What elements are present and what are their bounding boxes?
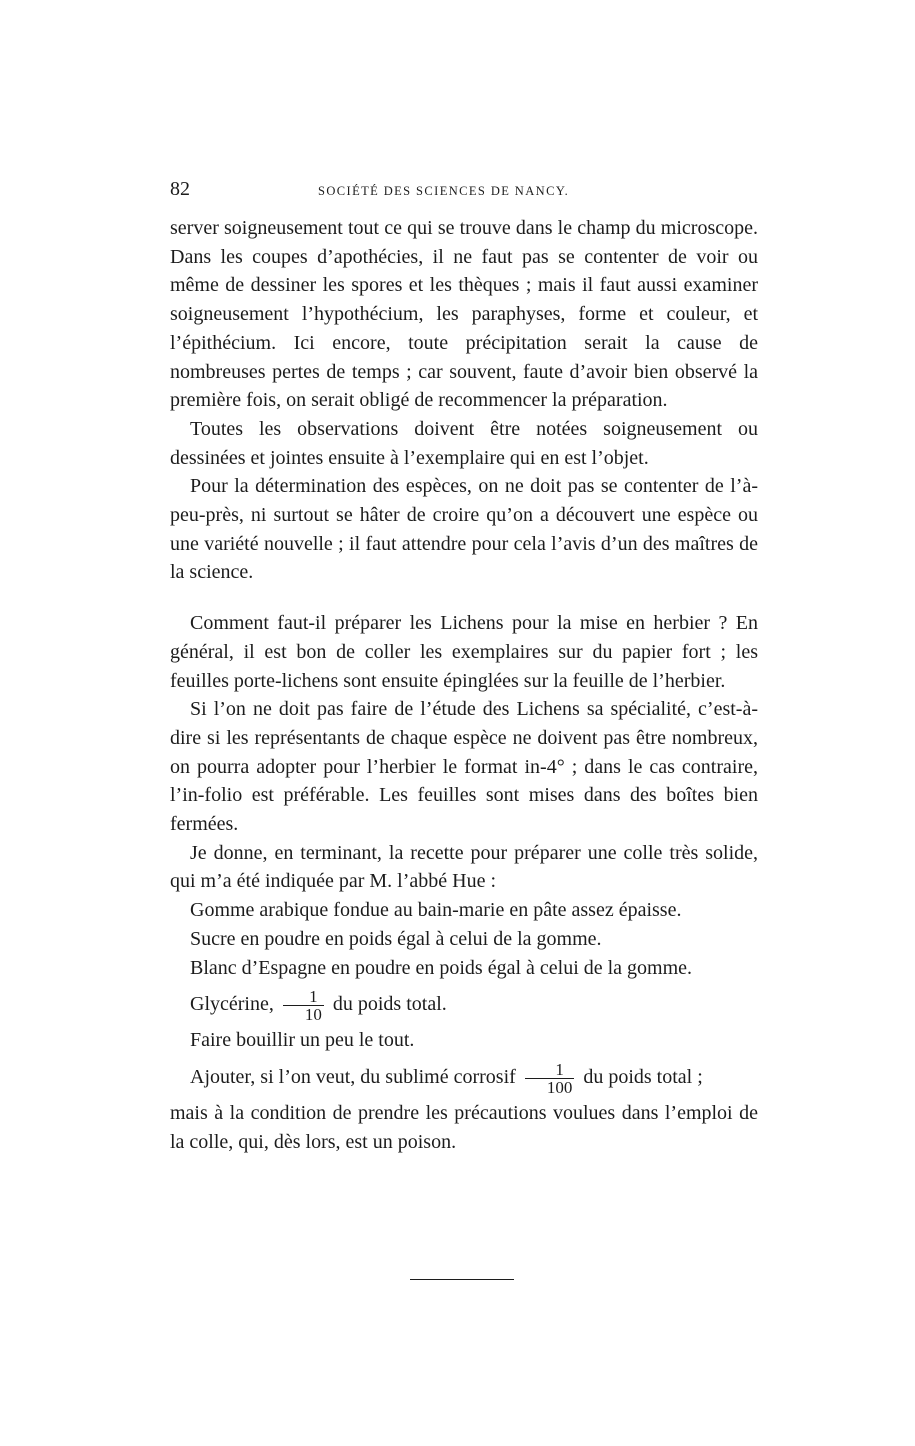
recipe-text: du poids total ; xyxy=(583,1065,703,1088)
paragraph: Comment faut-il préparer les Lichens pour la mise en herbier ? En général, il est bon de coller les exemplaires sur du papier fort ; les feuilles porte-lichens sont ensuite épinglées sur la feuille de l’herbier. xyxy=(170,612,758,692)
recipe-line: Gomme arabique fondue au bain-marie en pâte assez épaisse. xyxy=(190,899,682,922)
paragraph: Je donne, en terminant, la recette pour préparer une colle très solide, qui m’a été indiquée par M. l’abbé Hue : xyxy=(170,841,758,893)
paragraph: Toutes les observations doivent être notées soigneusement ou dessinées et jointes ensuite à l’exemplaire qui en est l’objet. xyxy=(170,417,758,469)
paragraph: server soigneusement tout ce qui se trouve dans le champ du microscope. Dans les coupes d’apothécies, il ne faut pas se contenter de voir ou même de dessiner les spores et les thèques ; mais il faut aussi examiner soigneusement l’hypothécium, les paraphyses, forme et couleur, et l’épithécium. Ici encore, toute précipitation serait la cause de nombreuses pertes de temps ; car souvent, faute d’avoir bien observé la première fois, on serait obligé de recommencer la préparation. xyxy=(170,217,758,412)
page-header xyxy=(170,178,760,202)
page-body xyxy=(170,214,758,1156)
page-number: 82 xyxy=(170,178,190,200)
recipe-text: Ajouter, si l’on veut, du sublimé corrosif xyxy=(190,1065,516,1088)
end-rule xyxy=(410,1279,514,1280)
fraction-one-tenth xyxy=(283,988,324,1023)
running-title: SOCIÉTÉ DES SCIENCES DE NANCY. xyxy=(318,184,570,198)
fraction-one-hundredth xyxy=(525,1061,575,1096)
recipe-text: du poids total. xyxy=(332,993,447,1016)
recipe-line-sublime xyxy=(170,1055,758,1099)
recipe-line: Sucre en poudre en poids égal à celui de la gomme. xyxy=(190,927,602,950)
recipe-line: Faire bouillir un peu le tout. xyxy=(190,1029,415,1052)
section-gap xyxy=(170,587,758,609)
recipe-line: mais à la condition de prendre les précautions voulues dans l’emploi de la colle, qui, dès lors, est un poison. xyxy=(170,1101,758,1153)
fraction-numerator: 1 xyxy=(309,987,318,1007)
fraction-numerator: 1 xyxy=(555,1059,564,1079)
fraction-denominator: 100 xyxy=(525,1078,575,1096)
fraction-denominator: 10 xyxy=(283,1005,324,1023)
recipe-line: Blanc d’Espagne en poudre en poids égal à celui de la gomme. xyxy=(190,956,693,979)
paragraph: Pour la détermination des espèces, on ne doit pas se contenter de l’à-peu-près, ni surtout se hâter de croire qu’on a découvert une espèce ou une variété nouvelle ; il faut attendre pour cela l’avis d’un des maîtres de la science. xyxy=(170,475,758,584)
recipe-text: Glycérine, xyxy=(190,993,274,1016)
recipe-line-glycerine xyxy=(170,982,758,1026)
paragraph: Si l’on ne doit pas faire de l’étude des Lichens sa spécialité, c’est-à-dire si les représentants de chaque espèce ne doivent pas être nombreux, on pourra adopter pour l’herbier le format in-4° ; dans le cas contraire, l’in-folio est préférable. Les feuilles sont mises dans des boîtes bien fermées. xyxy=(170,698,758,836)
